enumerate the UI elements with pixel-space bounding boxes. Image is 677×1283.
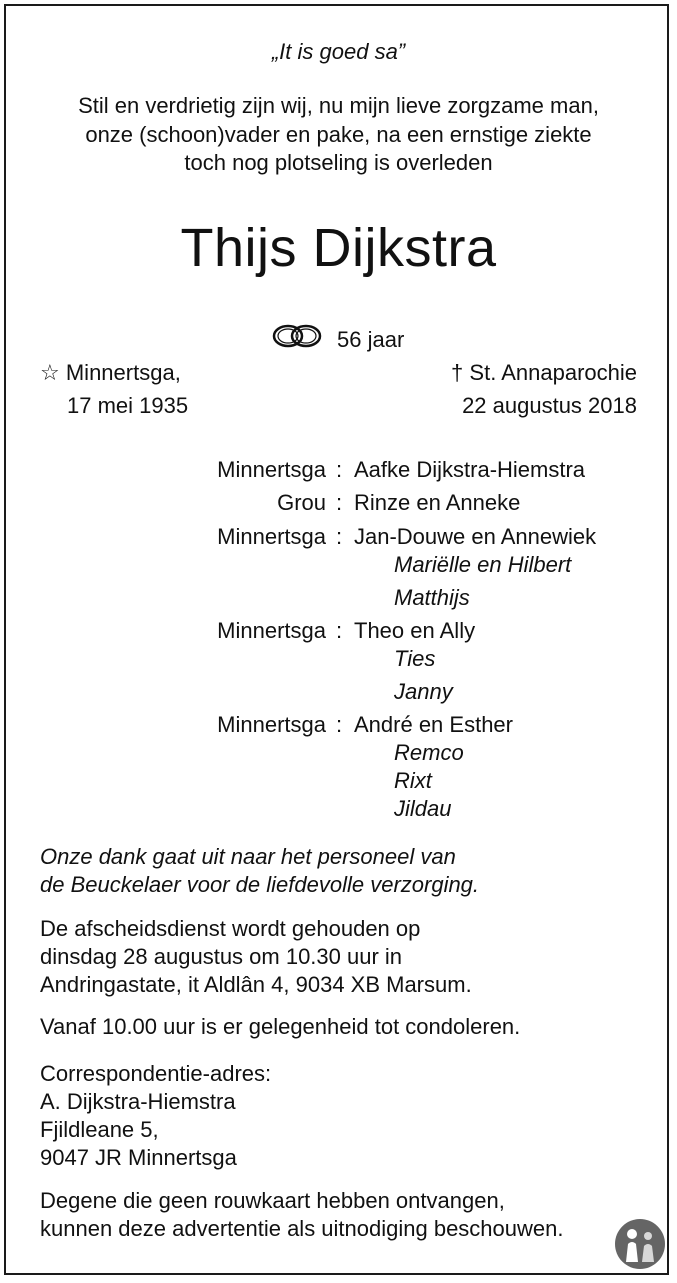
birth-star-icon: ☆ — [40, 360, 60, 385]
motto: „It is goed sa” — [271, 39, 406, 64]
family-separator: : — [336, 712, 343, 737]
grandchild: Remco — [394, 740, 464, 765]
birth-date: 17 mei 1935 — [67, 393, 189, 418]
family-place: Grou — [277, 490, 326, 515]
watermark-logo-icon — [614, 1218, 666, 1270]
family-members: Jan-Douwe en Annewiek — [354, 524, 597, 549]
family-place: Minnertsga — [217, 457, 326, 482]
death-place: St. Annaparochie — [469, 360, 637, 385]
intro-line-2: onze (schoon)vader en pake, na een ernstige ziekte — [85, 122, 592, 147]
intro-line-1: Stil en verdrietig zijn wij, nu mijn lieve zorgzame man, — [78, 93, 599, 118]
death-cross-icon: † — [451, 360, 464, 385]
family-members: Aafke Dijkstra-Hiemstra — [354, 457, 586, 482]
grandchild: Janny — [394, 679, 453, 704]
address-heading: Correspondentie-adres: — [40, 1061, 272, 1086]
family-place: Minnertsga — [217, 618, 326, 643]
grandchild: Rixt — [394, 768, 432, 793]
closing-line-1: Degene die geen rouwkaart hebben ontvangen, — [40, 1188, 505, 1213]
family-separator: : — [336, 457, 343, 482]
family-members: Rinze en Anneke — [354, 490, 521, 515]
service-line-3: Andringastate, it Aldlân 4, 9034 XB Marsum. — [40, 972, 472, 997]
family-members: Theo en Ally — [354, 618, 476, 643]
deceased-name: Thijs Dijkstra — [180, 218, 497, 278]
family-separator: : — [336, 524, 343, 549]
closing-line-2: kunnen deze advertentie als uitnodiging beschouwen. — [40, 1216, 564, 1241]
thanks-line-2: de Beuckelaer voor de liefdevolle verzorging. — [40, 872, 480, 897]
family-place: Minnertsga — [217, 524, 326, 549]
condolence-text: Vanaf 10.00 uur is er gelegenheid tot condoleren. — [40, 1014, 521, 1039]
thanks-line-1: Onze dank gaat uit naar het personeel van — [40, 844, 456, 869]
birth-place: Minnertsga, — [65, 360, 181, 385]
address-name: A. Dijkstra-Hiemstra — [40, 1089, 236, 1114]
address-street: Fjildleane 5, — [40, 1117, 159, 1142]
wedding-rings-icon — [268, 320, 328, 352]
grandchild: Matthijs — [394, 585, 470, 610]
family-separator: : — [336, 618, 343, 643]
grandchild: Ties — [394, 646, 436, 671]
family-separator: : — [336, 490, 343, 515]
family-place: Minnertsga — [217, 712, 326, 737]
death-date: 22 augustus 2018 — [462, 393, 637, 418]
death-place-line — [451, 358, 637, 388]
intro-line-3: toch nog plotseling is overleden — [184, 150, 493, 175]
grandchild: Jildau — [394, 796, 452, 821]
address-postal: 9047 JR Minnertsga — [40, 1145, 237, 1170]
service-line-2: dinsdag 28 augustus om 10.30 uur in — [40, 944, 403, 969]
family-members: André en Esther — [354, 712, 513, 737]
service-line-1: De afscheidsdienst wordt gehouden op — [40, 916, 421, 941]
birth-place-line — [40, 358, 181, 388]
married-years: 56 jaar — [337, 327, 405, 352]
grandchild: Mariëlle en Hilbert — [394, 552, 572, 577]
